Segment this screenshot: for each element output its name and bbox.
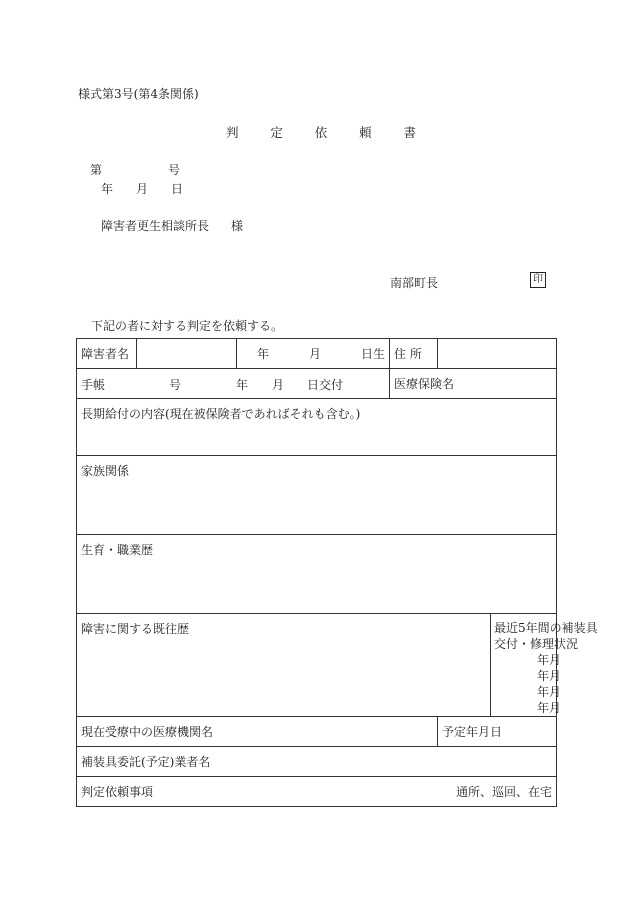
request-form-table <box>76 338 598 807</box>
contractor-label: 補装具委託(予定)業者名 <box>81 755 211 769</box>
techo-row[interactable] <box>77 369 390 399</box>
recent-row: 年 月 <box>537 653 562 667</box>
addressee <box>101 217 243 234</box>
request-options: 通所、巡回、在宅 <box>456 785 553 799</box>
date-month: 月 <box>135 182 148 196</box>
career-field[interactable] <box>77 535 557 614</box>
recent-row: 年 月 <box>537 685 562 699</box>
techo-label: 手帳 <box>81 377 106 392</box>
name-label: 障害者名 <box>77 339 137 369</box>
addressee-name: 障害者更生相談所長 <box>101 219 210 233</box>
family-label: 家族関係 <box>81 464 130 478</box>
address-field[interactable] <box>438 339 557 369</box>
document-date <box>101 180 183 197</box>
name-field[interactable] <box>137 339 237 369</box>
request-label: 判定依頼事項 <box>81 785 154 799</box>
document-number <box>90 161 180 178</box>
recent-row: 年 月 <box>537 701 562 715</box>
long-term-benefit-label: 長期給付の内容(現在被保険者であればそれも含む。) <box>81 407 361 421</box>
history-field[interactable] <box>77 614 491 717</box>
number-suffix: 号 <box>167 163 180 177</box>
intro-text: 下記の者に対する判定を依頼する。 <box>91 319 284 333</box>
title-char: 判 <box>226 125 239 140</box>
form-id: 様式第3号(第4条関係) <box>78 87 199 101</box>
current-institution-field[interactable] <box>77 717 438 747</box>
title-char: 依 <box>314 125 328 140</box>
career-label: 生育・職業歴 <box>81 543 154 557</box>
birth-year: 年 <box>257 347 270 361</box>
family-field[interactable] <box>77 456 557 535</box>
issuer-name: 南部町長 <box>390 276 439 290</box>
history-label: 障害に関する既往歴 <box>81 622 190 636</box>
recent-devices-label: 最近5年間の補装具 交付・修理状況 <box>494 621 598 651</box>
title-char: 定 <box>270 125 283 140</box>
insurance-label: 医療保険名 <box>394 377 455 391</box>
scheduled-date-label: 予定年月日 <box>442 725 503 739</box>
long-term-benefit-field[interactable] <box>77 399 557 456</box>
birth-date-field[interactable] <box>237 339 390 369</box>
birth-month: 月 <box>309 347 322 361</box>
insurance-field[interactable] <box>390 369 557 399</box>
issue-month: 月 <box>272 377 285 392</box>
number-prefix: 第 <box>90 163 103 177</box>
date-day: 日 <box>170 182 183 196</box>
addressee-honorific: 様 <box>231 219 244 233</box>
scheduled-date-field[interactable] <box>438 717 557 747</box>
title-char: 書 <box>403 125 416 140</box>
current-institution-label: 現在受療中の医療機関名 <box>81 725 214 739</box>
birth-day: 日生 <box>361 347 386 361</box>
document-title <box>226 123 416 141</box>
issue-day: 日交付 <box>307 377 344 392</box>
issue-year: 年 <box>236 377 249 392</box>
request-field[interactable] <box>77 777 557 807</box>
techo-number-suffix: 号 <box>169 377 182 392</box>
seal-mark: 印 <box>530 272 546 288</box>
recent-row: 年 月 <box>537 669 562 683</box>
date-year: 年 <box>101 182 114 196</box>
address-label: 住 所 <box>390 339 438 369</box>
contractor-field[interactable] <box>77 747 557 777</box>
title-char: 頼 <box>359 125 372 140</box>
recent-devices-field[interactable] <box>491 614 598 717</box>
